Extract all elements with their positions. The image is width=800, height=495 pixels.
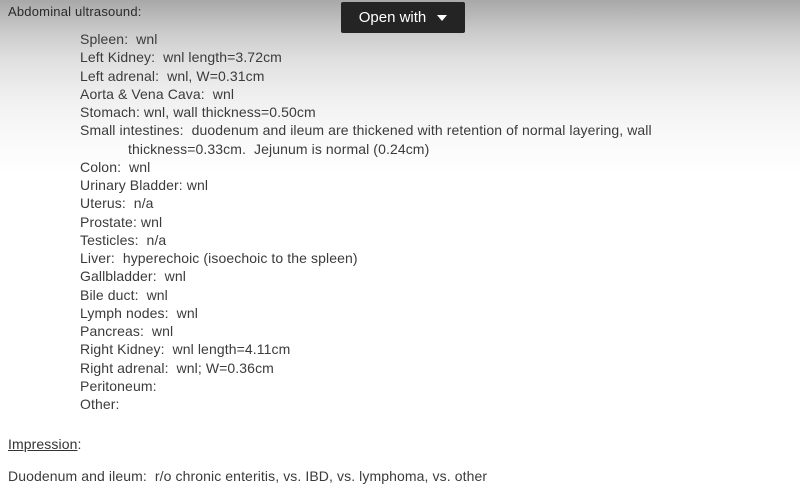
finding-line-small-intestines-continued: thickness=0.33cm. Jejunum is normal (0.24cm)	[128, 140, 430, 157]
chevron-down-icon	[437, 15, 447, 21]
findings-section	[80, 30, 652, 413]
finding-line-aorta-vena-cava: Aorta & Vena Cava: wnl	[80, 85, 235, 102]
finding-line-urinary-bladder: Urinary Bladder: wnl	[80, 177, 209, 193]
impression-heading-word: Impression	[8, 436, 78, 452]
finding-line-stomach: Stomach: wnl, wall thickness=0.50cm	[80, 104, 316, 120]
finding-line-left-kidney: Left Kidney: wnl length=3.72cm	[80, 49, 282, 66]
finding-line-testicles: Testicles: n/a	[80, 231, 167, 248]
finding-line-peritoneum: Peritoneum:	[80, 377, 157, 394]
finding-line-uterus: Uterus: n/a	[80, 195, 154, 212]
finding-line-colon: Colon: wnl	[80, 158, 151, 175]
finding-line-spleen: Spleen: wnl	[80, 31, 158, 47]
finding-line-bile-duct: Bile duct: wnl	[80, 286, 168, 303]
finding-line-prostate: Prostate: wnl	[80, 213, 163, 230]
finding-line-right-adrenal: Right adrenal: wnl; W=0.36cm	[80, 359, 274, 376]
impression-heading	[8, 436, 81, 452]
finding-line-liver: Liver: hyperechoic (isoechoic to the spleen)	[80, 250, 358, 266]
open-with-button[interactable]	[341, 2, 465, 33]
finding-line-gallbladder: Gallbladder: wnl	[80, 268, 186, 285]
impression-heading-colon: :	[77, 436, 82, 452]
finding-line-pancreas: Pancreas: wnl	[80, 323, 174, 339]
finding-line-left-adrenal: Left adrenal: wnl, W=0.31cm	[80, 67, 265, 84]
finding-line-lymph-nodes: Lymph nodes: wnl	[80, 304, 198, 321]
document-label: Abdominal ultrasound:	[8, 4, 142, 19]
open-with-label: Open with	[358, 9, 427, 26]
finding-line-other: Other:	[80, 396, 120, 412]
finding-line-small-intestines: Small intestines: duodenum and ileum are thickened with retention of normal layering, wall	[80, 122, 652, 139]
impression-text: Duodenum and ileum: r/o chronic enteritis, vs. IBD, vs. lymphoma, vs. other	[8, 468, 488, 484]
finding-line-right-kidney: Right Kidney: wnl length=4.11cm	[80, 341, 291, 358]
